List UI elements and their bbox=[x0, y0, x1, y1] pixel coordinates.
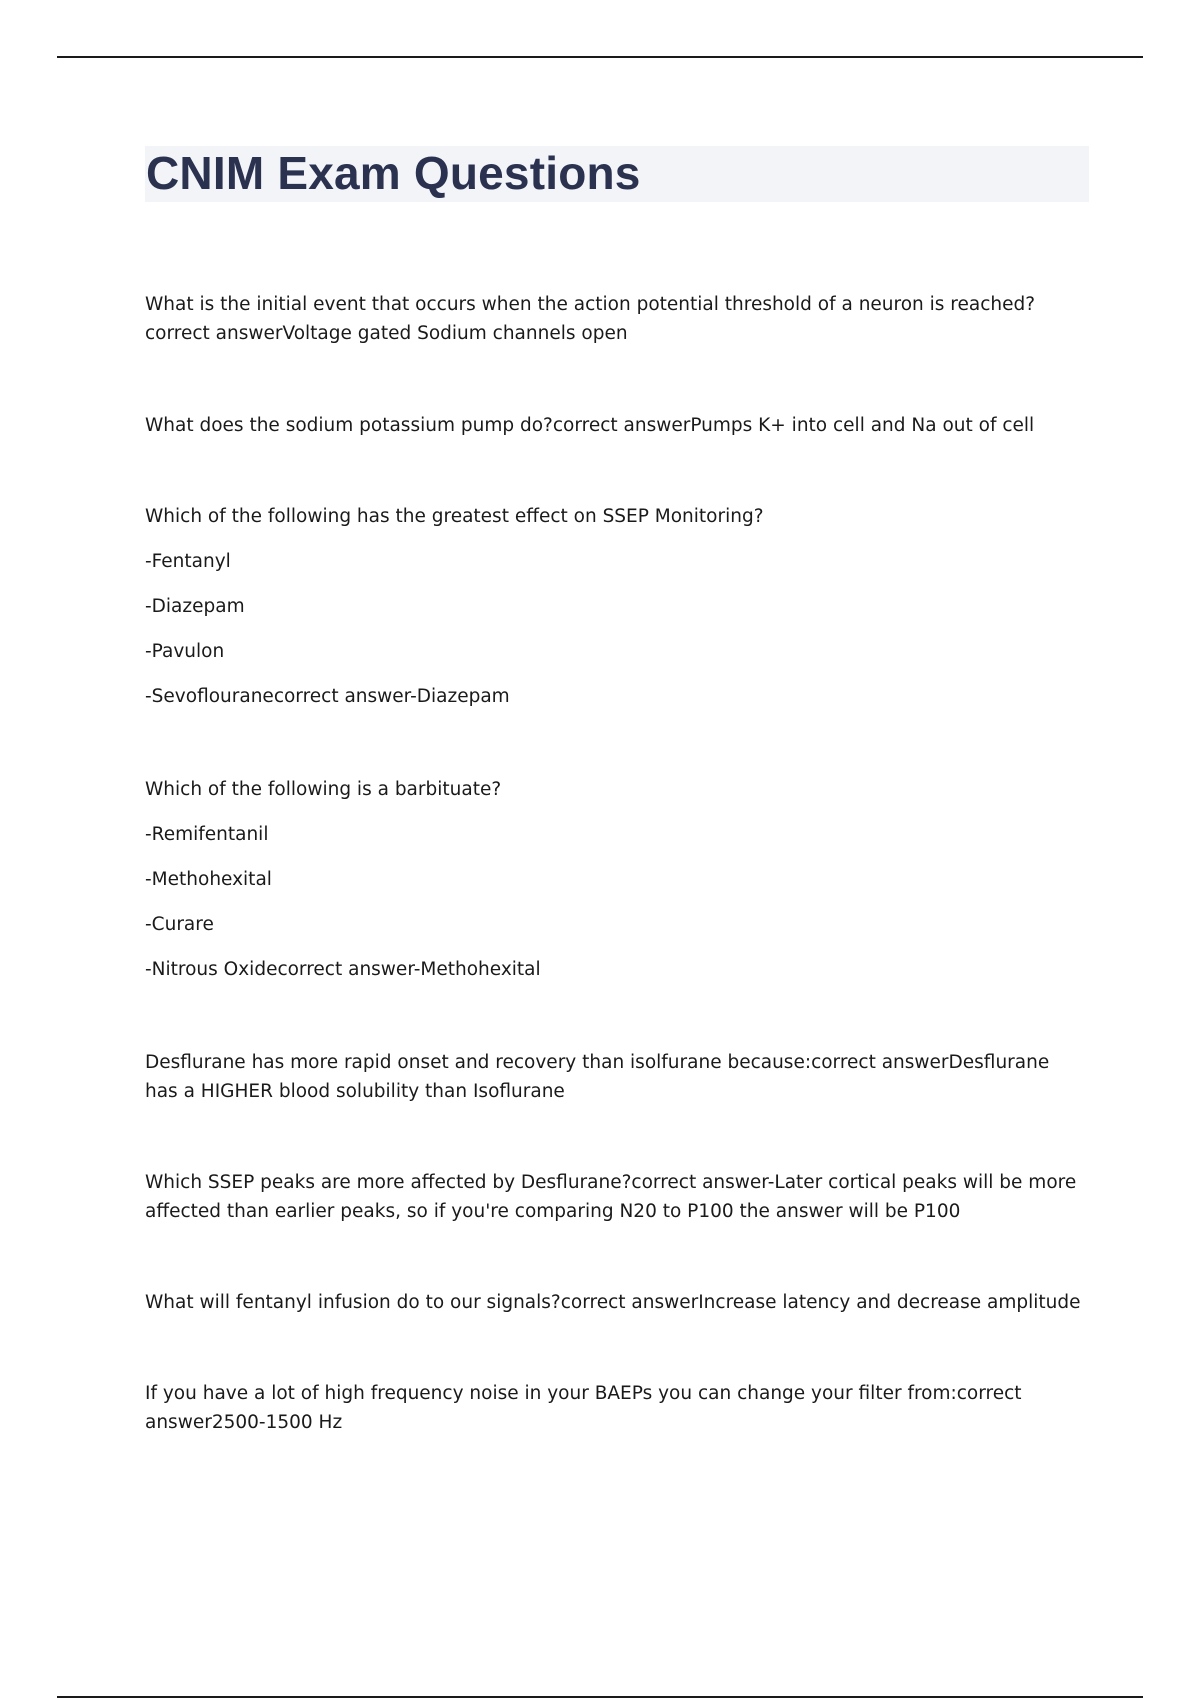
answer-option: -Curare bbox=[145, 914, 214, 935]
answer-option: -Fentanyl bbox=[145, 551, 231, 572]
qa-item-4 bbox=[145, 775, 1085, 992]
qa-item-8 bbox=[145, 1379, 1085, 1437]
qa-item-7 bbox=[145, 1288, 1085, 1317]
qa-item-6 bbox=[145, 1168, 1085, 1226]
question-text: What will fentanyl infusion do to our signals?correct answerIncrease latency and decrease amplitude bbox=[145, 1292, 1081, 1313]
qa-item-2 bbox=[145, 411, 1085, 440]
question-text: What does the sodium potassium pump do?correct answerPumps K+ into cell and Na out of cell bbox=[145, 415, 1035, 436]
answer-option: -Remifentanil bbox=[145, 824, 269, 845]
answer-option: -Sevoflouranecorrect answer-Diazepam bbox=[145, 686, 510, 707]
answer-option: -Methohexital bbox=[145, 869, 272, 890]
question-text: If you have a lot of high frequency noise in your BAEPs you can change your filter from:correct answer2500-1500 Hz bbox=[145, 1383, 1022, 1433]
qa-item-1 bbox=[145, 290, 1085, 348]
question-text: Which of the following has the greatest effect on SSEP Monitoring? bbox=[145, 506, 764, 527]
bottom-divider bbox=[57, 1696, 1143, 1698]
answer-option: -Pavulon bbox=[145, 641, 225, 662]
answer-option: -Nitrous Oxidecorrect answer-Methohexital bbox=[145, 959, 541, 980]
qa-item-5 bbox=[145, 1048, 1085, 1106]
question-text: Desflurane has more rapid onset and recovery than isolfurane because:correct answerDesflurane has a HIGHER blood solubility than Isoflurane bbox=[145, 1052, 1050, 1102]
top-divider bbox=[57, 56, 1143, 58]
question-text: Which SSEP peaks are more affected by Desflurane?correct answer-Later cortical peaks will be more affected than earlier peaks, so if you're comparing N20 to P100 the answer will be P100 bbox=[145, 1172, 1077, 1222]
question-text: Which of the following is a barbituate? bbox=[145, 779, 502, 800]
page-title: CNIM Exam Questions bbox=[146, 147, 641, 199]
answer-option: -Diazepam bbox=[145, 596, 245, 617]
question-text: What is the initial event that occurs when the action potential threshold of a neuron is reached?correct answerVoltage gated Sodium channels open bbox=[145, 294, 1036, 344]
qa-item-3 bbox=[145, 502, 1085, 719]
